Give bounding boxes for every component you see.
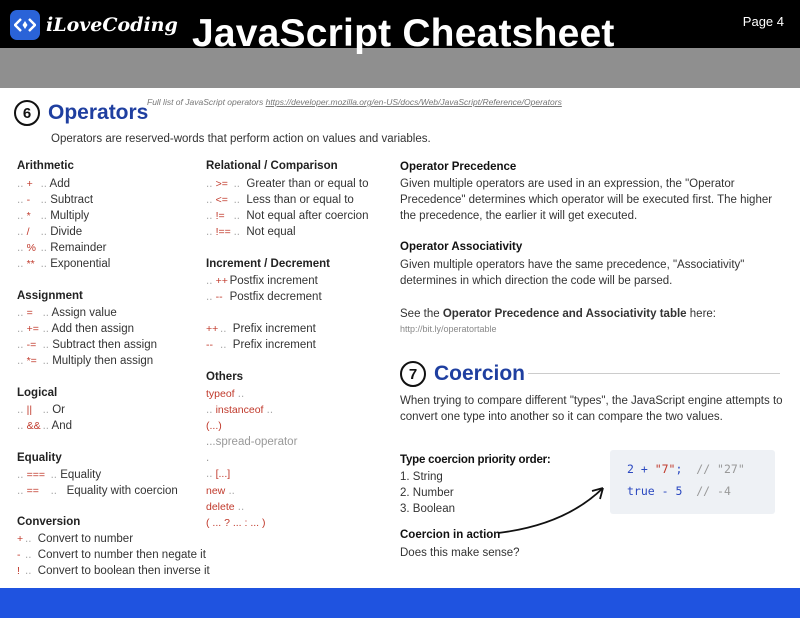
arrow-icon [495,483,610,538]
priority-item: 1. String [400,471,443,483]
footer-bar [0,588,800,618]
incdec-title: Increment / Decrement [206,258,330,270]
code-line: 2 + "7"; // "27" [627,462,745,476]
associativity-title: Operator Associativity [400,241,523,253]
section-number: 7 [400,361,426,387]
list-item: .. == .. Equality with coercion [17,485,178,497]
list-item: .. = .. Assign value [17,307,117,319]
list-item: .. instanceof .. [206,404,274,416]
precedence-title: Operator Precedence [400,161,517,173]
reference-line [147,97,562,107]
list-item: .. != .. Not equal after coercion [206,210,369,222]
in-action-title: Coercion in action [400,529,501,541]
list-item: .. ++ Postfix increment [206,275,318,287]
see-table-line: See the Operator Precedence and Associativity table here: [400,308,716,320]
list-item: typeof .. [206,388,245,400]
logo[interactable] [10,10,178,40]
arithmetic-title: Arithmetic [17,160,74,172]
conversion-title: Conversion [17,516,81,528]
list-item: . [206,452,210,464]
coercion-heading [400,361,525,387]
list-item: -- .. Prefix increment [206,339,316,351]
list-item: .. !== .. Not equal [206,226,296,238]
table-link[interactable]: http://bit.ly/operatortable [400,324,497,334]
logical-title: Logical [17,387,58,399]
divider [528,373,780,374]
relational-title: Relational / Comparison [206,160,338,172]
others-title: Others [206,371,244,383]
list-item: - .. Convert to number then negate it [17,549,206,561]
code-brackets-icon [10,10,40,40]
priority-title: Type coercion priority order: [400,454,551,466]
coercion-text: When trying to compare different "types", the JavaScript engine attempts to convert one type into another so it can compare the two values. [400,395,783,423]
list-item: .. ** .. Exponential [17,258,111,270]
list-item: .. % .. Remainder [17,242,107,254]
section-title: Coercion [434,362,526,385]
page-number: Page 4 [742,14,784,29]
list-item: ++ .. Prefix increment [206,323,316,335]
list-item: .. / .. Divide [17,226,83,238]
list-item: .. - .. Subtract [17,194,94,206]
list-item: .. *= .. Multiply then assign [17,355,154,367]
list-item: .. [...] [206,468,231,480]
list-item: ( ... ? ... : ... ) [206,517,266,529]
code-line: true - 5 // -4 [627,484,731,498]
list-item: .. + .. Add [17,178,71,190]
operators-intro: Operators are reserved-words that perform action on values and variables. [51,133,431,145]
list-item: (...) [206,420,222,432]
list-item: .. <= .. Less than or equal to [206,194,354,206]
priority-item: 2. Number [400,487,454,499]
priority-item: 3. Boolean [400,503,455,515]
section-title: Operators [48,101,149,124]
list-item: new .. [206,485,235,497]
list-item: .. === .. Equality [17,469,102,481]
precedence-text: Given multiple operators are used in an expression, the "Operator Precedence" determines which operator will be executed first. The higher the precedence, the earlier it will get executed. [400,178,773,222]
list-item: ...spread-operator [206,436,298,448]
list-item: delete .. [206,501,245,513]
reference-prefix: Full list of JavaScript operators [147,97,264,107]
list-item: .. * .. Multiply [17,210,90,222]
list-item: .. >= .. Greater than or equal to [206,178,369,190]
list-item: .. && .. And [17,420,73,432]
list-item: .. -- Postfix decrement [206,291,322,303]
associativity-text: Given multiple operators have the same precedence, "Associativity" determines in which direction the code will be parsed. [400,259,745,287]
equality-title: Equality [17,452,62,464]
section-number: 6 [14,100,40,126]
page-title: JavaScript Cheatsheet [192,12,615,55]
reference-link[interactable]: https://developer.mozilla.org/en-US/docs/Web/JavaScript/Reference/Operators [265,97,562,107]
assignment-title: Assignment [17,290,83,302]
list-item: .. || .. Or [17,404,65,416]
logo-text: iLoveCoding [46,14,178,36]
list-item: ! .. Convert to boolean then inverse it [17,565,210,577]
list-item: .. -= .. Subtract then assign [17,339,158,351]
list-item: + .. Convert to number [17,533,134,545]
list-item: .. += .. Add then assign [17,323,135,335]
in-action-text: Does this make sense? [400,547,520,559]
code-snippet [610,450,775,514]
operators-heading [14,100,148,126]
